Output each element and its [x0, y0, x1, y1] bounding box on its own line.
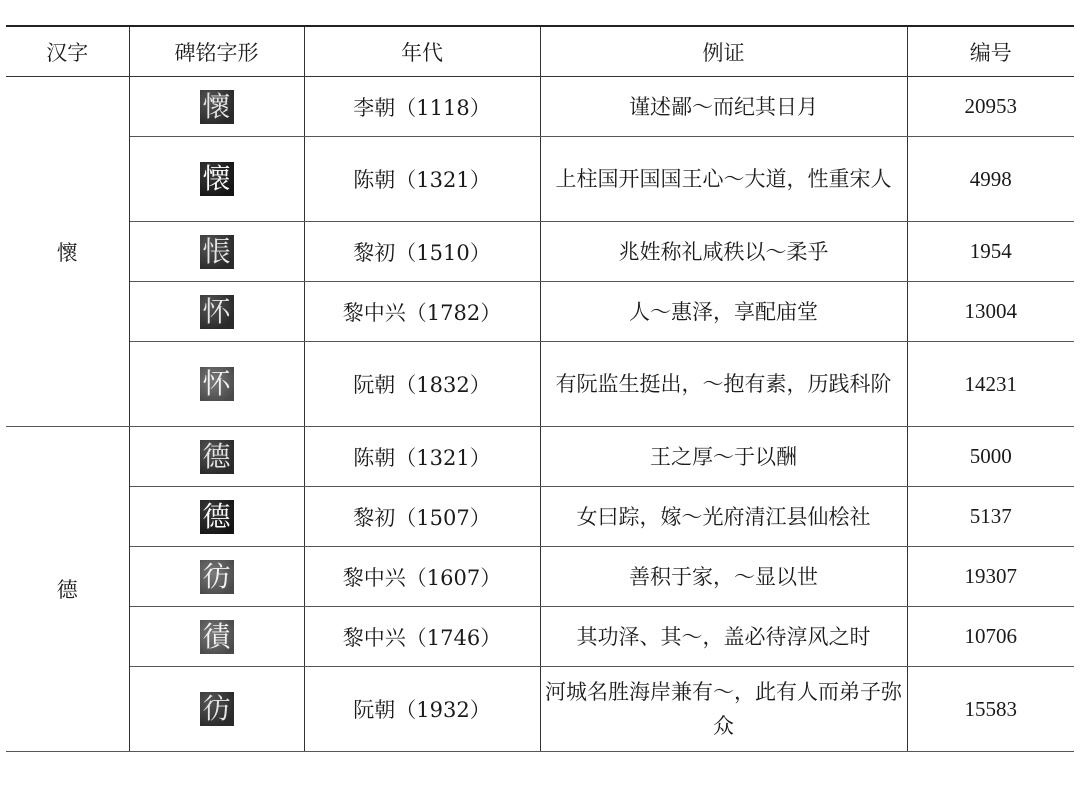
- table-row: [6, 77, 1074, 137]
- example-cell: 善积于家，～显以世: [540, 547, 907, 607]
- example-cell: 河城名胜海岸兼有～，此有人而弟子弥众: [540, 667, 907, 752]
- era-cell: 陈朝（1321）: [304, 137, 540, 222]
- header-glyph: 碑铭字形: [129, 26, 304, 77]
- number-cell: 20953: [907, 77, 1074, 137]
- rubbing-glyph-image: 彷: [200, 692, 234, 726]
- era-cell: 黎初（1507）: [304, 487, 540, 547]
- rubbing-glyph-image: 怀: [200, 367, 234, 401]
- example-cell: 有阮监生挺出，～抱有素，历践科阶: [540, 342, 907, 427]
- era-cell: 阮朝（1832）: [304, 342, 540, 427]
- example-cell: 其功泽、其～，盖必待淳风之时: [540, 607, 907, 667]
- glyph-cell: [129, 222, 304, 282]
- rubbing-glyph-image: 怀: [200, 295, 234, 329]
- example-cell: 谨述鄙～而纪其日月: [540, 77, 907, 137]
- number-cell: 1954: [907, 222, 1074, 282]
- example-cell: 王之厚～于以酬: [540, 427, 907, 487]
- number-cell: 5000: [907, 427, 1074, 487]
- header-row: [6, 26, 1074, 77]
- era-cell: 黎中兴（1607）: [304, 547, 540, 607]
- table-row: [6, 547, 1074, 607]
- glyph-cell: [129, 607, 304, 667]
- example-cell: 上柱国开国国王心～大道，性重宋人: [540, 137, 907, 222]
- number-cell: 4998: [907, 137, 1074, 222]
- number-cell: 14231: [907, 342, 1074, 427]
- era-cell: 阮朝（1932）: [304, 667, 540, 752]
- glyph-cell: [129, 282, 304, 342]
- table-row: [6, 137, 1074, 222]
- number-cell: 19307: [907, 547, 1074, 607]
- header-hanzi: 汉字: [6, 26, 129, 77]
- table-row: [6, 342, 1074, 427]
- glyph-cell: [129, 547, 304, 607]
- number-cell: 10706: [907, 607, 1074, 667]
- rubbing-glyph-image: 悵: [200, 235, 234, 269]
- era-cell: 黎中兴（1782）: [304, 282, 540, 342]
- glyph-cell: [129, 487, 304, 547]
- glyph-cell: [129, 667, 304, 752]
- hanzi-cell: 德: [6, 427, 129, 752]
- rubbing-glyph-image: 彷: [200, 560, 234, 594]
- glyph-cell: [129, 137, 304, 222]
- table-row: [6, 667, 1074, 752]
- example-cell: 女曰踪，嫁～光府清江县仙桧社: [540, 487, 907, 547]
- example-cell: 兆姓称礼咸秩以～柔乎: [540, 222, 907, 282]
- era-cell: 黎中兴（1746）: [304, 607, 540, 667]
- inscription-table: [6, 25, 1074, 752]
- table-header: [6, 26, 1074, 77]
- number-cell: 13004: [907, 282, 1074, 342]
- rubbing-glyph-image: 懷: [200, 90, 234, 124]
- rubbing-glyph-image: 㣱: [200, 620, 234, 654]
- header-example: 例证: [540, 26, 907, 77]
- table-row: [6, 427, 1074, 487]
- era-cell: 李朝（1118）: [304, 77, 540, 137]
- era-cell: 陈朝（1321）: [304, 427, 540, 487]
- number-cell: 15583: [907, 667, 1074, 752]
- hanzi-cell: 懷: [6, 77, 129, 427]
- rubbing-glyph-image: 德: [200, 440, 234, 474]
- era-cell: 黎初（1510）: [304, 222, 540, 282]
- table-row: [6, 607, 1074, 667]
- glyph-cell: [129, 342, 304, 427]
- header-number: 编号: [907, 26, 1074, 77]
- number-cell: 5137: [907, 487, 1074, 547]
- glyph-cell: [129, 427, 304, 487]
- table-row: [6, 282, 1074, 342]
- header-era: 年代: [304, 26, 540, 77]
- rubbing-glyph-image: 懐: [200, 162, 234, 196]
- example-cell: 人～惠泽，享配庙堂: [540, 282, 907, 342]
- rubbing-glyph-image: 德: [200, 500, 234, 534]
- glyph-cell: [129, 77, 304, 137]
- table-row: [6, 487, 1074, 547]
- table-row: [6, 222, 1074, 282]
